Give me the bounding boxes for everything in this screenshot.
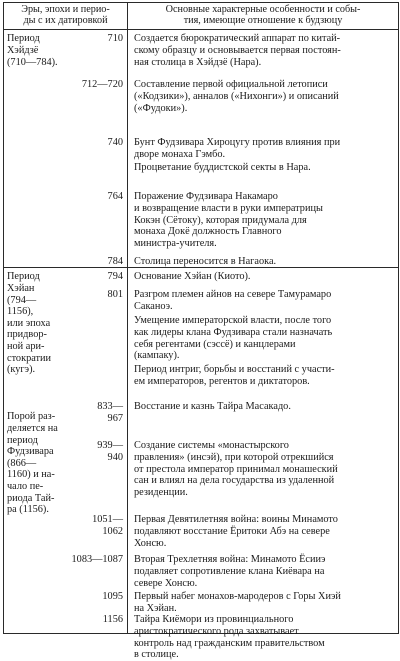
year-label: 794 (107, 271, 123, 283)
year-label: 710 (107, 33, 123, 45)
header-events-text: Основные характерные особенности и собы- тия, имеющие отношение к будзюцу (165, 4, 361, 27)
event-text: Первый набег монахов-мародеров с Горы Хиэй на Хэйан. (134, 591, 341, 614)
period-subtitle: Порой раз- деляется на период Фудзивара (866— 1160) и на- чало пе- риода Тай- ра (1156). (7, 411, 58, 516)
header-events (128, 3, 399, 30)
year-label: 833— 967 (97, 401, 123, 424)
event-text: Поражение Фудзивара Накамаро и возвращение власти в руки императрицы Кокэн (Сётоку), которая придумала для монаха Докё должность Главного министра-учителя. (134, 191, 323, 249)
event-text: Бунт Фудзивара Хироцугу против влияния при дворе монаха Гэмбо. (134, 137, 341, 160)
period-title: Период Хэйдзё (710—784). (7, 33, 58, 68)
event-text: Разгром племен айнов на севере Тамурамаро Саканоэ. (134, 289, 332, 312)
year-label: 939— 940 (97, 440, 123, 463)
table-row-heijo (4, 30, 399, 268)
event-text: Умещение императорской власти, после того как лидеры клана Фудзивара стали назначать себя регентами (сэссё) и канцлерами (кампаку). (134, 315, 333, 362)
period-title: Период Хэйан (794— 1156), или эпоха придвор- ной ари- стократии (кугэ). (7, 271, 52, 376)
event-text: Создание системы «монастырского правления» (инсэй), при которой отрекшийся от престола император принимал монашеский сан и влиял на дела государства из удаленной резиденции. (134, 440, 338, 498)
year-label: 1156 (102, 614, 123, 626)
event-text: Тайра Киёмори из провинциального аристократического рода захватывает контроль над гражданским правительством в столице. (134, 614, 325, 661)
event-text: Первая Девятилетняя война: воины Минамото подавляют восстание Ёритоки Абэ на севере Хонсю. (134, 514, 338, 549)
period-cell-heijo (4, 30, 128, 268)
event-text: Столица переносится в Нагаока. (134, 256, 277, 268)
year-label: 712—720 (81, 79, 123, 91)
year-label: 740 (107, 137, 123, 149)
header-eras-text: Эры, эпохи и перио- ды с их датировкой (21, 4, 110, 27)
event-text: Создается бюрократический аппарат по китай- скому образцу и основывается первая постоян- ная столица в Хэйдзё (Нара). (134, 33, 341, 68)
event-text: Процветание буддистской секты в Нара. (134, 162, 311, 174)
event-text: Восстание и казнь Тайра Масакадо. (134, 401, 291, 413)
chronology-table (3, 2, 399, 661)
event-text: Основание Хэйан (Киото). (134, 271, 251, 283)
year-label: 1095 (102, 591, 123, 603)
year-label: 1083—1087 (71, 554, 123, 566)
period-cell-heian (4, 268, 128, 634)
year-label: 801 (107, 289, 123, 301)
header-eras (4, 3, 128, 30)
events-cell-heijo (128, 30, 399, 268)
event-text: Вторая Трехлетняя война: Минамото Ёсииэ подавляет сопротивление клана Киёвара на севере Хонсю. (134, 554, 326, 589)
event-text: Период интриг, борьбы и восстаний с участи- ем императоров, регентов и диктаторов. (134, 364, 335, 387)
year-label: 784 (107, 256, 123, 268)
table-header-row (4, 3, 399, 30)
table-row-heian (4, 268, 399, 634)
year-label: 1051— 1062 (92, 514, 123, 537)
year-label: 764 (107, 191, 123, 203)
events-cell-heian (128, 268, 399, 661)
event-text: Составление первой официальной летописи («Кодзики»), анналов («Нихонги») и описаний («Фудоки»). (134, 79, 339, 114)
